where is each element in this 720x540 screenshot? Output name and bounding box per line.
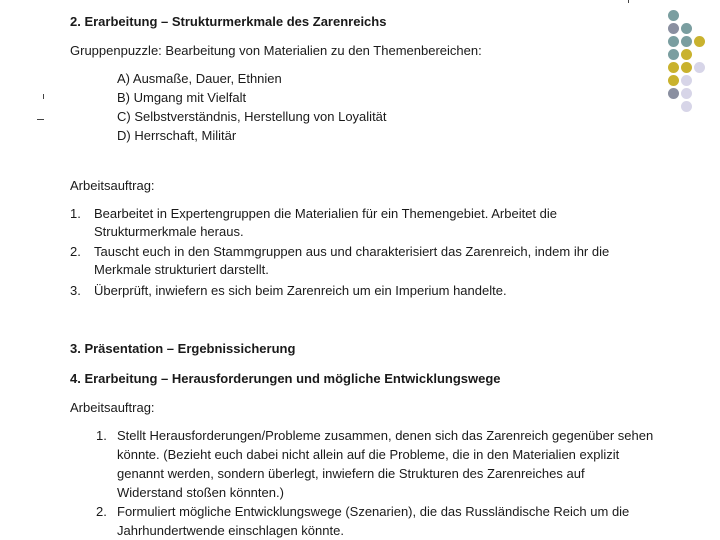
- topic-item: C) Selbstverständnis, Herstellung von Loyalität: [117, 109, 387, 124]
- task-line: Widerstand stoßen könnten.): [117, 485, 284, 500]
- task-line: genannt werden, sondern überlegt, inwiefern die Strukturen des Zarenreiches auf: [117, 466, 585, 481]
- dot-grey: [668, 23, 679, 34]
- dot-teal: [668, 49, 679, 60]
- dot-grey: [668, 88, 679, 99]
- topic-item: D) Herrschaft, Militär: [117, 128, 237, 143]
- dot-teal: [681, 36, 692, 47]
- task-line: Stellt Herausforderungen/Probleme zusammen, denen sich das Zarenreich gegenüber sehen: [117, 428, 654, 443]
- dot-lavender: [694, 62, 705, 73]
- task-line: Überprüft, inwiefern es sich beim Zarenreich um ein Imperium handelte.: [94, 283, 507, 298]
- dot-yellow: [694, 36, 705, 47]
- task-line: Merkmale strukturiert darstellt.: [94, 262, 269, 277]
- task-number: 2.: [96, 504, 107, 519]
- dot-yellow: [681, 62, 692, 73]
- dot-yellow: [668, 62, 679, 73]
- section-4-heading: 4. Erarbeitung – Herausforderungen und mögliche Entwicklungswege: [70, 371, 501, 386]
- dot-teal: [668, 10, 679, 21]
- topic-item: A) Ausmaße, Dauer, Ethnien: [117, 71, 282, 86]
- section-2-task-label: Arbeitsauftrag:: [70, 178, 155, 193]
- margin-mark: [43, 94, 44, 99]
- dot-teal: [668, 36, 679, 47]
- margin-mark: [37, 119, 44, 120]
- task-number: 1.: [70, 206, 81, 221]
- task-number: 2.: [70, 244, 81, 259]
- task-line: Jahrhundertwende einschlagen könnte.: [117, 523, 344, 538]
- task-line: Strukturmerkmale heraus.: [94, 224, 244, 239]
- task-number: 3.: [70, 283, 81, 298]
- section-3-heading: 3. Präsentation – Ergebnissicherung: [70, 341, 296, 356]
- dot-yellow: [668, 75, 679, 86]
- section-2-intro: Gruppenpuzzle: Bearbeitung von Materialien zu den Themenbereichen:: [70, 43, 482, 58]
- dot-lavender: [681, 75, 692, 86]
- task-line: Tauscht euch in den Stammgruppen aus und charakterisiert das Zarenreich, indem ihr die: [94, 244, 610, 259]
- task-line: Bearbeitet in Expertengruppen die Materialien für ein Themengebiet. Arbeitet die: [94, 206, 557, 221]
- dot-lavender: [681, 101, 692, 112]
- section-4-task-label: Arbeitsauftrag:: [70, 400, 155, 415]
- topic-item: B) Umgang mit Vielfalt: [117, 90, 247, 105]
- dot-lavender: [681, 88, 692, 99]
- decorative-dot-pattern: [662, 8, 718, 118]
- task-line: könnte. (Bezieht euch dabei nicht allein auf die Probleme, die in den Materialien explizit: [117, 447, 620, 462]
- task-line: Formuliert mögliche Entwicklungswege (Szenarien), die das Russländische Reich um die: [117, 504, 630, 519]
- dot-teal: [681, 23, 692, 34]
- margin-mark: [628, 0, 629, 3]
- section-2-heading: 2. Erarbeitung – Strukturmerkmale des Zarenreichs: [70, 14, 387, 29]
- dot-yellow: [681, 49, 692, 60]
- task-number: 1.: [96, 428, 107, 443]
